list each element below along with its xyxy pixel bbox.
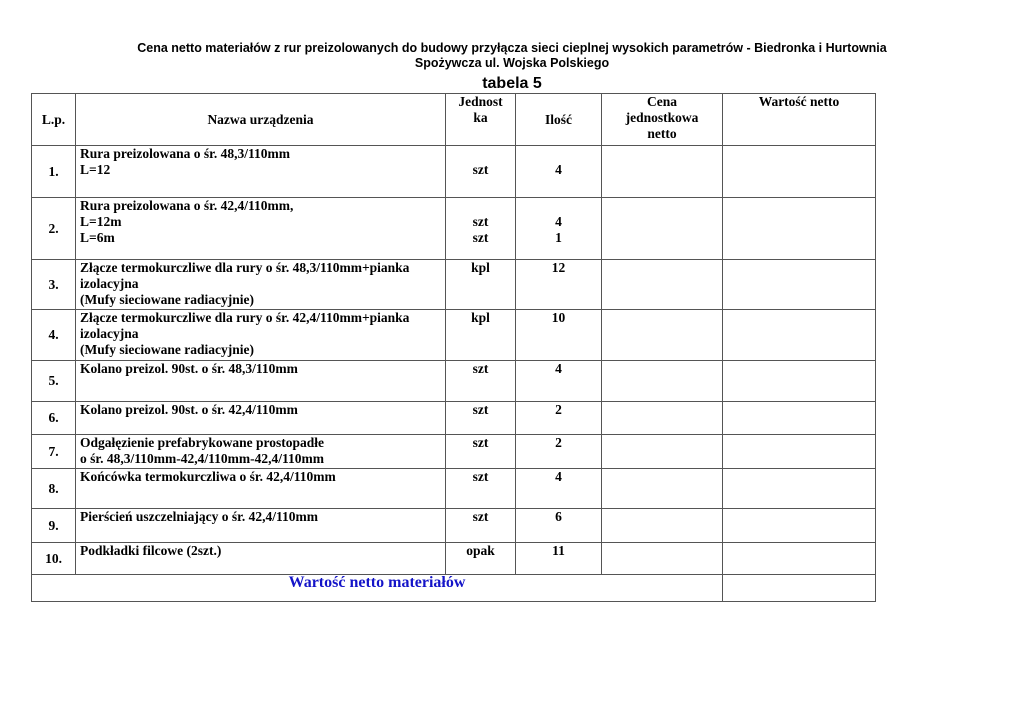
table-row: [32, 260, 876, 310]
row-unit: kpl: [446, 310, 516, 361]
table-row: [32, 469, 876, 509]
row-name: Kolano preizol. 90st. o śr. 42,4/110mm: [76, 402, 446, 435]
row-net-value: [723, 543, 876, 575]
row-net-value: [723, 361, 876, 402]
row-unit-price: [602, 469, 723, 509]
row-net-value: [723, 310, 876, 361]
header-unit: Jednost ka: [446, 94, 516, 146]
row-qty: 4: [516, 469, 602, 509]
row-unit: szt: [446, 509, 516, 543]
row-lp: 9.: [32, 509, 76, 543]
total-row: [32, 575, 876, 602]
row-unit-price: [602, 543, 723, 575]
row-name: Rura preizolowana o śr. 48,3/110mm L=12: [76, 146, 446, 198]
row-qty: 4: [516, 146, 602, 198]
row-unit: szt: [446, 146, 516, 198]
row-name: Złącze termokurczliwe dla rury o śr. 48,3/110mm+pianka izolacyjna (Mufy sieciowane radiacyjnie): [76, 260, 446, 310]
row-net-value: [723, 509, 876, 543]
row-unit-price: [602, 509, 723, 543]
row-qty: 2: [516, 435, 602, 469]
row-net-value: [723, 435, 876, 469]
row-lp: 2.: [32, 198, 76, 260]
row-unit-price: [602, 310, 723, 361]
row-unit-price: [602, 402, 723, 435]
title-line-1: Cena netto materiałów z rur preizolowanych do budowy przyłącza sieci cieplnej wysokich parametrów - Biedronka i Hurtownia: [137, 41, 887, 55]
row-net-value: [723, 260, 876, 310]
row-unit: kpl: [446, 260, 516, 310]
row-name: Odgałęzienie prefabrykowane prostopadłe o śr. 48,3/110mm-42,4/110mm-42,4/110mm: [76, 435, 446, 469]
header-row: [32, 94, 876, 146]
table-row: [32, 198, 876, 260]
table-row: [32, 361, 876, 402]
row-name: Złącze termokurczliwe dla rury o śr. 42,4/110mm+pianka izolacyjna (Mufy sieciowane radiacyjnie): [76, 310, 446, 361]
row-name: Pierścień uszczelniający o śr. 42,4/110mm: [76, 509, 446, 543]
row-unit: szt: [446, 402, 516, 435]
table-row: [32, 310, 876, 361]
row-lp: 10.: [32, 543, 76, 575]
total-value-cell: [723, 575, 876, 602]
row-unit: szt: [446, 361, 516, 402]
document-title: [60, 41, 964, 71]
row-lp: 3.: [32, 260, 76, 310]
row-qty: 12: [516, 260, 602, 310]
row-lp: 1.: [32, 146, 76, 198]
header-name: Nazwa urządzenia: [76, 94, 446, 146]
row-unit-price: [602, 361, 723, 402]
header-unit-price: Cena jednostkowa netto: [602, 94, 723, 146]
row-qty: 10: [516, 310, 602, 361]
row-name: Podkładki filcowe (2szt.): [76, 543, 446, 575]
row-unit: szt: [446, 435, 516, 469]
table-row: [32, 435, 876, 469]
row-name: Kolano preizol. 90st. o śr. 48,3/110mm: [76, 361, 446, 402]
row-name: Rura preizolowana o śr. 42,4/110mm, L=12m L=6m: [76, 198, 446, 260]
row-unit: opak: [446, 543, 516, 575]
row-unit-price: [602, 435, 723, 469]
row-qty: 2: [516, 402, 602, 435]
total-label: Wartość netto materiałów: [32, 575, 723, 602]
header-lp: L.p.: [32, 94, 76, 146]
header-net-value: Wartość netto: [723, 94, 876, 146]
row-qty: 4 1: [516, 198, 602, 260]
row-lp: 8.: [32, 469, 76, 509]
row-qty: 6: [516, 509, 602, 543]
row-lp: 4.: [32, 310, 76, 361]
row-net-value: [723, 146, 876, 198]
row-unit: szt szt: [446, 198, 516, 260]
row-lp: 6.: [32, 402, 76, 435]
row-net-value: [723, 402, 876, 435]
row-unit-price: [602, 260, 723, 310]
header-qty: Ilość: [516, 94, 602, 146]
table-row: [32, 146, 876, 198]
row-unit-price: [602, 198, 723, 260]
row-lp: 7.: [32, 435, 76, 469]
table-row: [32, 402, 876, 435]
row-net-value: [723, 198, 876, 260]
row-unit-price: [602, 146, 723, 198]
table-row: [32, 543, 876, 575]
table-label: tabela 5: [482, 75, 542, 92]
row-unit: szt: [446, 469, 516, 509]
row-name: Końcówka termokurczliwa o śr. 42,4/110mm: [76, 469, 446, 509]
table-row: [32, 509, 876, 543]
materials-table: [31, 93, 876, 602]
row-qty: 4: [516, 361, 602, 402]
row-net-value: [723, 469, 876, 509]
title-line-2: Spożywcza ul. Wojska Polskiego: [414, 56, 610, 70]
row-lp: 5.: [32, 361, 76, 402]
row-qty: 11: [516, 543, 602, 575]
